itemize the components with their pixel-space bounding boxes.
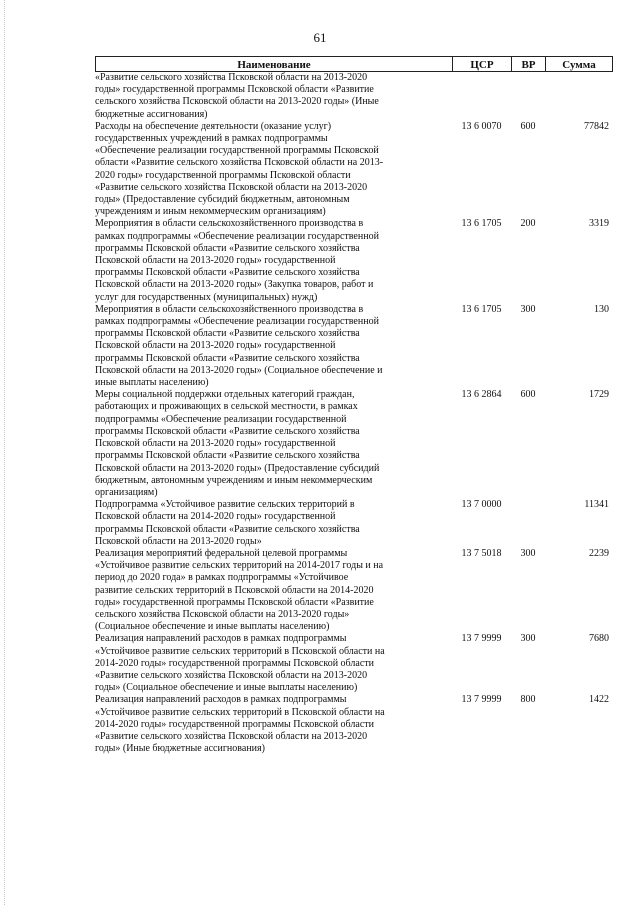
row-name-cell — [95, 72, 452, 121]
row-name-line: «Устойчивое развитие сельских территорий в Псковской области на — [95, 645, 385, 657]
row-name-line: Реализация направлений расходов в рамках подпрограммы — [95, 694, 347, 706]
table-row — [95, 304, 613, 389]
row-name-line: рамках подпрограммы «Обеспечение реализации государственной — [95, 230, 379, 242]
row-csr-cell: 13 6 2864 — [461, 389, 502, 401]
row-name-line: Псковской области на 2013-2020 годы» государственной — [95, 438, 336, 450]
row-csr-cell — [452, 72, 511, 121]
row-sum-cell: 7680 — [589, 633, 609, 645]
table-row — [95, 499, 613, 548]
row-csr-cell: 13 6 0070 — [461, 120, 502, 132]
table-row — [95, 121, 613, 219]
row-name-line: «Развитие сельского хозяйства Псковской области на 2013-2020 — [95, 669, 368, 681]
row-vr-cell: 800 — [520, 694, 536, 706]
row-name-line: «Развитие сельского хозяйства Псковской области на 2013-2020 — [95, 181, 368, 193]
row-vr-cell — [511, 72, 545, 121]
table-row — [95, 694, 613, 755]
row-name-line: годы» (Социальное обеспечение и иные выплаты населению) — [95, 682, 358, 694]
row-name-line: Меры социальной поддержки отдельных категорий граждан, — [95, 389, 355, 401]
row-vr-cell: 300 — [520, 633, 536, 645]
row-name-line: Мероприятия в области сельскохозяйственного производства в — [95, 303, 364, 315]
row-name-line: Псковской области на 2013-2020 годы» (Закупка товаров, работ и — [95, 279, 374, 291]
row-name-line: 2014-2020 годы» государственной программы Псковской области — [95, 657, 374, 669]
row-name-line: программы Псковской области «Развитие сельского хозяйства — [95, 328, 360, 340]
row-name-cell — [95, 499, 452, 548]
row-name-line: Псковской области на 2014-2020 годы» государственной — [95, 511, 336, 523]
row-vr-cell — [511, 499, 545, 548]
row-csr-cell: 13 7 9999 — [461, 633, 502, 645]
scan-edge-mark — [4, 0, 6, 905]
row-name-line: период до 2020 года» в рамках подпрограммы «Устойчивое — [95, 572, 349, 584]
row-name-line: работающих и проживающих в сельской местности, в рамках — [95, 401, 358, 413]
row-name-cell — [95, 218, 452, 303]
row-sum-cell: 11341 — [584, 499, 609, 511]
row-csr-cell: 13 7 9999 — [461, 694, 502, 706]
row-name-line: годы» (Предоставление субсидий бюджетным, автономным — [95, 194, 350, 206]
row-name-line: «Развитие сельского хозяйства Псковской области на 2013-2020 — [95, 72, 368, 83]
row-name-line: Псковской области на 2013-2020 годы» государственной — [95, 340, 336, 352]
row-name-line: бюджетные ассигнования) — [95, 108, 208, 120]
row-vr-cell: 600 — [520, 389, 536, 401]
row-name-line: государственных учреждений в рамках подпрограммы — [95, 133, 328, 145]
row-name-line: (Социальное обеспечение и иные выплаты населению) — [95, 621, 330, 633]
row-name-cell — [95, 633, 452, 694]
row-sum-cell: 130 — [594, 303, 609, 315]
row-name-line: годы» (Иные бюджетные ассигнования) — [95, 743, 265, 755]
row-sum-cell: 2239 — [589, 547, 609, 559]
row-name-line: бюджетным, автономным учреждениям и иным некоммерческим — [95, 474, 373, 486]
row-name-line: рамках подпрограммы «Обеспечение реализации государственной — [95, 316, 379, 328]
table-row — [95, 218, 613, 303]
row-name-line: программы Псковской области «Развитие сельского хозяйства — [95, 267, 360, 279]
row-name-line: программы Псковской области «Развитие сельского хозяйства — [95, 352, 360, 364]
row-name-cell — [95, 389, 452, 499]
row-name-line: программы Псковской области «Развитие сельского хозяйства — [95, 425, 360, 437]
row-name-line: Расходы на обеспечение деятельности (оказание услуг) — [95, 120, 332, 132]
table-row — [95, 548, 613, 633]
row-name-line: сельского хозяйства Псковской области на 2013-2020 годы» — [95, 608, 350, 620]
row-name-line: Псковской области на 2013-2020 годы» государственной — [95, 255, 336, 267]
row-vr-cell: 200 — [520, 218, 536, 230]
budget-table — [95, 56, 613, 755]
row-name-line: Псковской области на 2013-2020 годы» — [95, 535, 262, 547]
row-name-cell — [95, 121, 452, 219]
row-name-line: программы Псковской области «Развитие сельского хозяйства — [95, 450, 360, 462]
row-name-line: «Обеспечение реализации государственной программы Псковской — [95, 145, 379, 157]
row-name-line: годы» государственной программы Псковской области «Развитие — [95, 84, 374, 96]
row-name-line: развитие сельских территорий в Псковской области на 2014-2020 — [95, 584, 374, 596]
header-sum: Сумма — [562, 59, 596, 71]
row-sum-cell: 3319 — [589, 218, 609, 230]
table-header — [95, 56, 613, 72]
row-sum-cell — [545, 72, 613, 121]
row-csr-cell: 13 6 1705 — [461, 218, 502, 230]
row-name-line: иные выплаты населению) — [95, 377, 209, 389]
table-row — [95, 633, 613, 694]
row-name-line: «Развитие сельского хозяйства Псковской области на 2013-2020 — [95, 730, 368, 742]
row-sum-cell: 77842 — [584, 120, 609, 132]
row-name-cell — [95, 548, 452, 633]
row-csr-cell: 13 7 0000 — [461, 499, 502, 511]
row-name-line: Псковской области на 2013-2020 годы» (Социальное обеспечение и — [95, 364, 383, 376]
row-name-line: программы Псковской области «Развитие сельского хозяйства — [95, 242, 360, 254]
page-number: 61 — [313, 30, 327, 45]
header-name: Наименование — [96, 57, 453, 71]
header-csr: ЦСР — [453, 57, 512, 71]
header-vr: ВР — [512, 57, 546, 71]
row-csr-cell: 13 7 5018 — [461, 547, 502, 559]
row-name-line: Псковской области на 2013-2020 годы» (Предоставление субсидий — [95, 462, 380, 474]
table-row — [95, 389, 613, 499]
row-sum-cell: 1422 — [589, 694, 609, 706]
row-name-line: «Устойчивое развитие сельских территорий в Псковской области на — [95, 706, 385, 718]
row-name-line: организациям) — [95, 486, 158, 498]
table-body — [95, 72, 613, 755]
table-row — [95, 72, 613, 121]
row-vr-cell: 300 — [520, 547, 536, 559]
row-name-line: области «Развитие сельского хозяйства Псковской области на 2013- — [95, 157, 384, 169]
row-name-line: программы Псковской области «Развитие сельского хозяйства — [95, 523, 360, 535]
row-name-line: сельского хозяйства Псковской области на 2013-2020 годы» (Иные — [95, 96, 379, 108]
row-name-line: Подпрограмма «Устойчивое развитие сельских территорий в — [95, 499, 355, 511]
row-name-cell — [95, 304, 452, 389]
row-name-cell — [95, 694, 452, 755]
row-sum-cell: 1729 — [589, 389, 609, 401]
row-name-line: подпрограммы «Обеспечение реализации государственной — [95, 413, 347, 425]
row-csr-cell: 13 6 1705 — [461, 303, 502, 315]
row-name-line: 2014-2020 годы» государственной программы Псковской области — [95, 718, 374, 730]
row-name-line: учреждениям и иным некоммерческим организациям) — [95, 206, 326, 218]
row-name-line: 2020 годы» государственной программы Псковской области — [95, 169, 351, 181]
row-name-line: годы» государственной программы Псковской области «Развитие — [95, 596, 374, 608]
row-vr-cell: 300 — [520, 303, 536, 315]
row-name-line: «Устойчивое развитие сельских территорий на 2014-2017 годы и на — [95, 560, 384, 572]
row-name-line: Реализация направлений расходов в рамках подпрограммы — [95, 633, 347, 645]
row-name-line: Мероприятия в области сельскохозяйственного производства в — [95, 218, 364, 230]
row-name-line: услуг для государственных (муниципальных) нужд) — [95, 291, 318, 303]
row-name-line: Реализация мероприятий федеральной целевой программы — [95, 547, 348, 559]
row-vr-cell: 600 — [520, 120, 536, 132]
